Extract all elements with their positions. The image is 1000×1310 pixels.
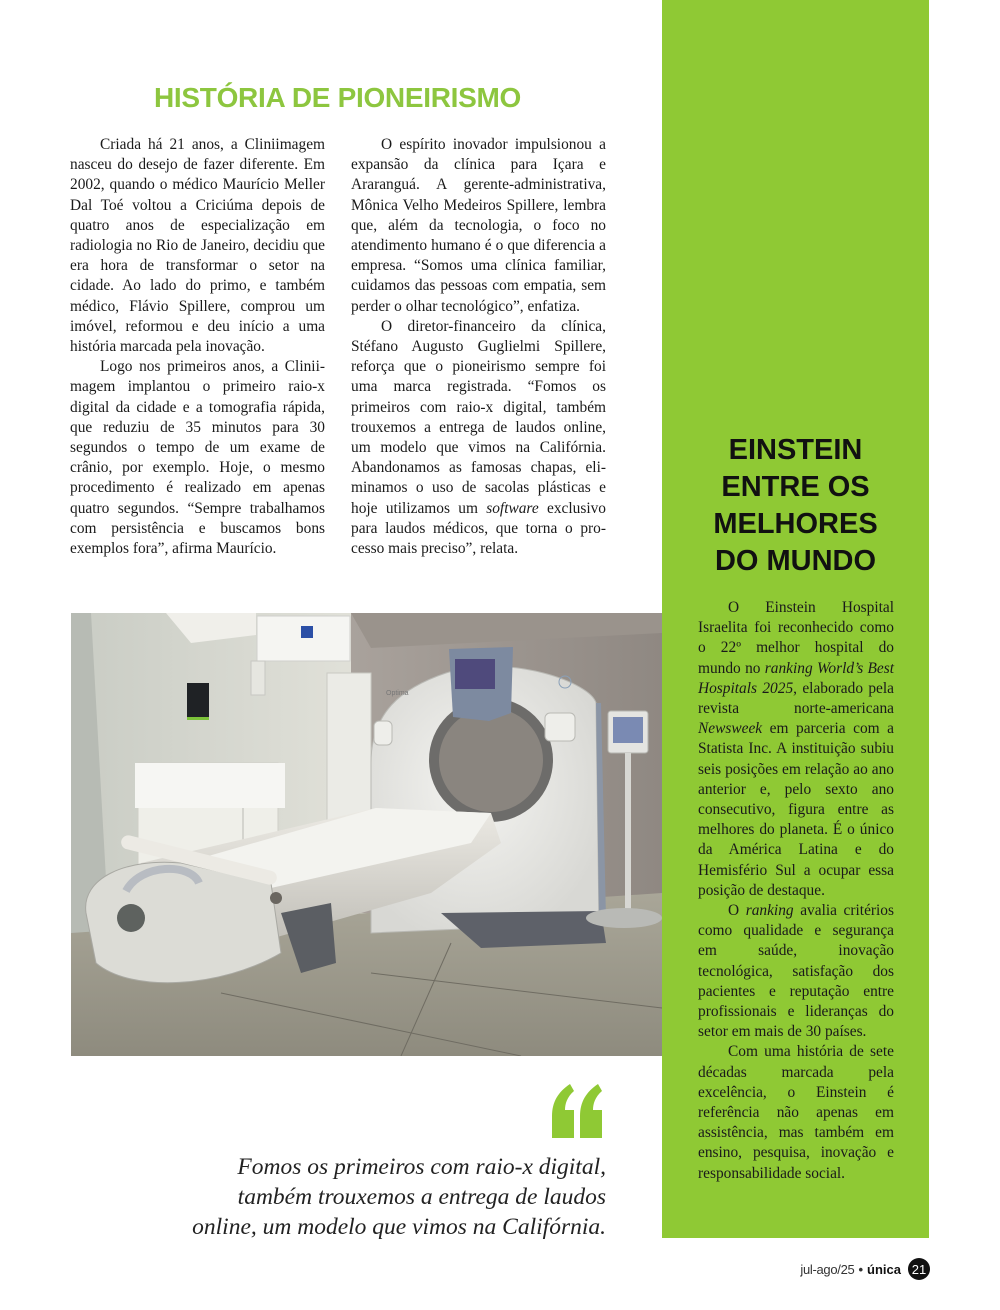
article-column-2: [351, 135, 606, 559]
page-footer: [800, 1258, 930, 1280]
sidebar-title: [662, 432, 929, 580]
text-run: O diretor-financeiro da clínica, Stéfano Augusto Guglielmi Spillere, reforça que o pioneirismo sempre foi uma marca registrada. “Fomos os primeiros com raio-x digital, também trouxemos a entrega de laudos online, um modelo que vimos na Califórnia. Abandonamos as famosas chapas, eliminamos o uso de sacolas plásticas e hoje utilizamos um: [351, 317, 606, 517]
text-run: O: [728, 902, 746, 920]
photo-wall-lamp: [251, 661, 265, 695]
sidebar-paragraph: [698, 901, 894, 1042]
photo-ct-keypad: [374, 721, 392, 745]
article-column-1: [70, 135, 325, 559]
text-run-italic: ranking World’s Best Hospitals 2025: [698, 659, 895, 697]
text-run: em parceria com a Statista Inc. A instituição subiu seis posições em relação ao ano anterior e, pelo sexto ano consecutivo, figura entre as melhores do planeta. É o único da América Latina e do Hemisfério Sul a ocupar essa posição de destaque.: [698, 720, 894, 899]
photo-ac-unit: [257, 616, 350, 661]
pull-quote: [120, 1152, 606, 1242]
article-paragraph: [351, 317, 606, 559]
sidebar-paragraph: Com uma história de sete décadas marcada pela excelência, o Einstein é referência não apenas em assistência, mas também em ensino, pesquisa, inovação e responsabilidade social.: [698, 1043, 894, 1182]
text-run-italic: ranking: [745, 902, 794, 920]
text-run: avalia critérios como qualidade e segurança em saúde, inovação tecnológica, satisfação dos pacientes e reputação entre profissionais e lideranças do setor em mais de 30 países.: [698, 902, 894, 1041]
pull-quote-line: online, um modelo que vimos na Califórnia.: [192, 1214, 606, 1240]
text-run: exclusivo para laudos médicos, que torna o processo mais preciso”, relata.: [351, 499, 606, 558]
sidebar-title-line: ENTRE OS: [721, 471, 870, 503]
text-run: O Einstein Hospital Israelita foi reconhecido como o 22º melhor hospital do mundo no: [698, 599, 894, 677]
sidebar-box: [662, 0, 929, 1238]
text-run-italic: Newsweek: [698, 720, 763, 738]
page-number: 21: [908, 1258, 930, 1280]
text-run: , elaborado pela revista norte-americana: [698, 679, 894, 718]
magazine-brand: única: [867, 1261, 901, 1277]
photo-poster: [187, 683, 209, 720]
photo-door: [327, 673, 371, 833]
photo-cabinet-cover: [135, 763, 285, 808]
article-paragraph: O espírito inovador impulsionou a expansão da clínica para Içara e Araranguá. A gerente-administrativa, Mônica Velho Medeiros Spillere, lembra que, além da tecnologia, o foco no atendimento humano é o que diferencia a empresa. “Somos uma clínica familiar, cuidamos das pessoas com empatia, sem perder o olhar tecnológico”, enfatiza.: [351, 136, 606, 315]
footer-separator: •: [858, 1261, 864, 1277]
sidebar-title-line: EINSTEIN: [728, 434, 863, 466]
pull-quote-line: Fomos os primeiros com raio-x digital,: [237, 1154, 606, 1180]
ct-scanner-photo: [71, 613, 662, 1056]
photo-ac-label: [301, 626, 313, 638]
photo-ct-brand-label: Optima: [386, 690, 409, 697]
text-run-italic: software: [486, 499, 539, 517]
photo-table-logo: [117, 904, 145, 932]
sidebar-body: [698, 598, 894, 1184]
photo-monitor-base: [586, 908, 662, 928]
quote-mark-icon: [548, 1080, 608, 1150]
sidebar-title-line: DO MUNDO: [714, 545, 877, 577]
article-paragraph: Logo nos primeiros anos, a Cliniimagem implantou o primeiro raio-x digital da cidade e a tomografia rápida, que reduziu de 35 minutos para 30 segundos o tempo de um exame de crânio, por exemplo. Hoje, o mesmo procedimento é realizado em apenas quatro segundos. “Sempre trabalhamos com persistência e buscamos bons exemplos fora”, afirma Maurício.: [70, 358, 325, 558]
photo-monitor-pole: [625, 753, 631, 913]
sidebar-paragraph: [698, 598, 894, 901]
photo-ct-keypad: [545, 713, 575, 741]
pull-quote-line: também trouxemos a entrega de laudos: [237, 1184, 606, 1210]
photo-ct-screen: [455, 659, 495, 689]
sidebar-title-line: MELHORES: [713, 508, 878, 540]
article-paragraph: Criada há 21 anos, a Cliniimagem nasceu do desejo de fazer diferente. Em 2002, quando o médico Maurício Meller Dal Toé voltou a Criciúma depois de quatro anos de especialização em radiologia no Rio de Janeiro, decidiu que era hora de transformar o setor na cidade. Ao lado do primo, e também médico, Flávio Spillere, comprou um imóvel, reformou e deu início a uma história marcada pela inovação.: [70, 136, 325, 356]
issue-date: jul-ago/25: [800, 1261, 855, 1277]
article-title: HISTÓRIA DE PIONEIRISMO: [154, 82, 521, 113]
